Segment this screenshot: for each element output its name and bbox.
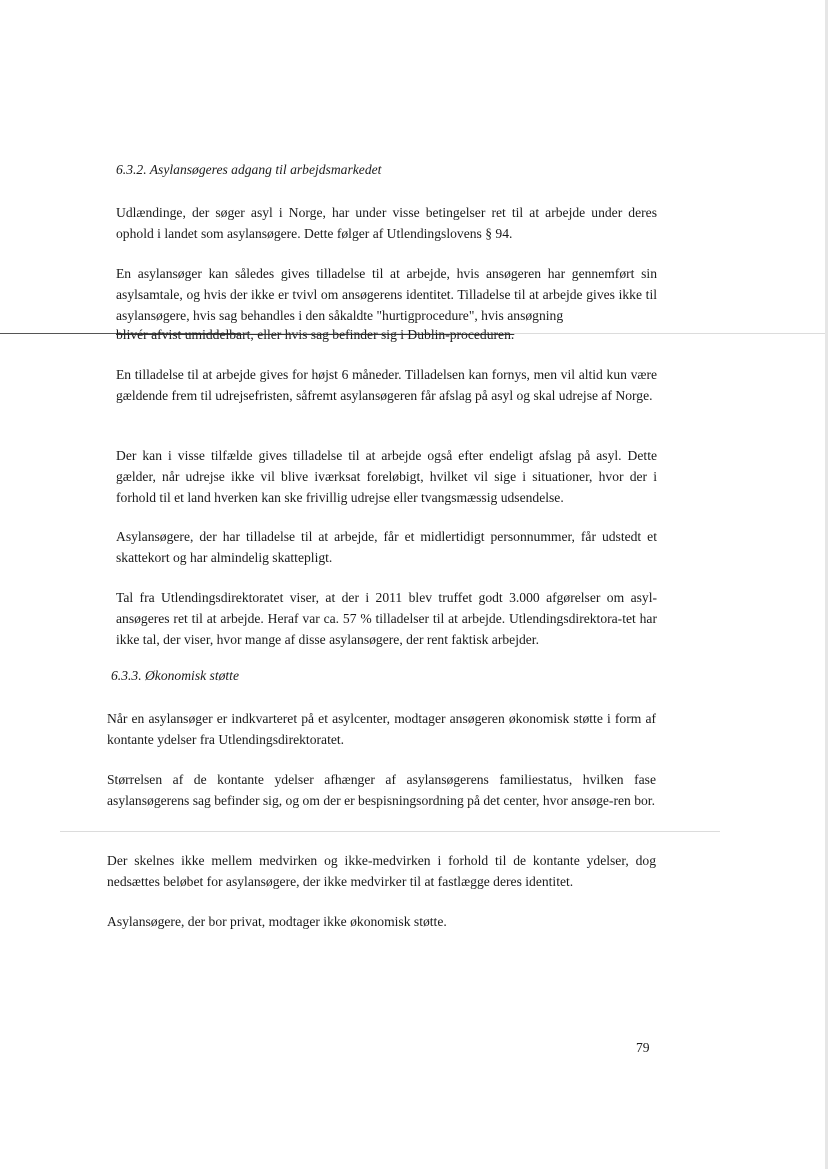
paragraph-statistics: Tal fra Utlendingsdirektoratet viser, at der i 2011 blev truffet godt 3.000 afgørelser om asyl-ansøgeres ret til at arbejde. Heraf var ca. 57 % tilladelser til at arbejde. Utlendingsdirektora-tet har ikke tal, der viser, hvor mange af disse asylansøgere, der rent faktisk arbejder. (116, 590, 657, 647)
section-heading-6-3-2: 6.3.2. Asylansøgeres adgang til arbejdsmarkedet (116, 162, 382, 177)
paragraph-permit-duration: En tilladelse til at arbejde gives for højst 6 måneder. Tilladelsen kan fornys, men vil altid kun være gældende frem til udrejsefristen, såfremt asylansøgeren får afslag på asyl og skal udrejse af Norge. (116, 367, 657, 403)
paragraph-tax-status: Asylansøgere, der har tilladelse til at arbejde, får et midlertidigt personnummer, får udstedt et skattekort og har almindelig skattepligt. (116, 529, 657, 565)
paragraph-after-rejection: Der kan i visse tilfælde gives tilladelse til at arbejde også efter endeligt afslag på asyl. Dette gælder, når udrejse ikke vil blive iværksat foreløbigt, hvilket vil sige i situationer, hvor der i forhold til et land hverken kan ske frivillig udrejse eller tvangsmæssig udsendelse. (116, 448, 657, 505)
paragraph-asylum-center-support: Når en asylansøger er indkvarteret på et asylcenter, modtager ansøgeren økonomisk støtte i form af kontante ydelser fra Utlendingsdirektoratet. (107, 711, 656, 747)
paragraph-asylum-work-rights: Udlændinge, der søger asyl i Norge, har under visse betingelser ret til at arbejde under deres ophold i landet som asylansøgere. Dette følger af Utlendingslovens § 94. (116, 205, 657, 241)
section-heading-6-3-3: 6.3.3. Økonomisk støtte (111, 668, 239, 683)
struck-through-line: blivér afvist umiddelbart, eller hvis sag befinder sig i Dublin-proceduren. (116, 327, 515, 342)
paragraph-support-amount: Størrelsen af de kontante ydelser afhænger af asylansøgerens familiestatus, hvilken fase asylansøgerens sag befinder sig, og om der er bespisningsordning på det center, hvor ansøge-ren bor. (107, 772, 656, 808)
paragraph-private-housing: Asylansøgere, der bor privat, modtager ikke økonomisk støtte. (107, 914, 447, 929)
paragraph-work-permit-conditions: En asylansøger kan således gives tilladelse til at arbejde, hvis ansøgeren har gennemført sin asylsamtale, og hvis der ikke er tvivl om ansøgerens identitet. Tilladelse til at arbejde gives ikke til asylansøgere, hvis sag behandles i den såkaldte "hurtigprocedure", hvis ansøgning (116, 266, 657, 323)
scan-artifact-line-lower (60, 831, 720, 832)
page-number: 79 (636, 1040, 650, 1055)
paragraph-cooperation: Der skelnes ikke mellem medvirken og ikke-medvirken i forhold til de kontante ydelser, dog nedsættes beløbet for asylansøgere, der ikke medvirker til at fastlægge deres identitet. (107, 853, 656, 889)
